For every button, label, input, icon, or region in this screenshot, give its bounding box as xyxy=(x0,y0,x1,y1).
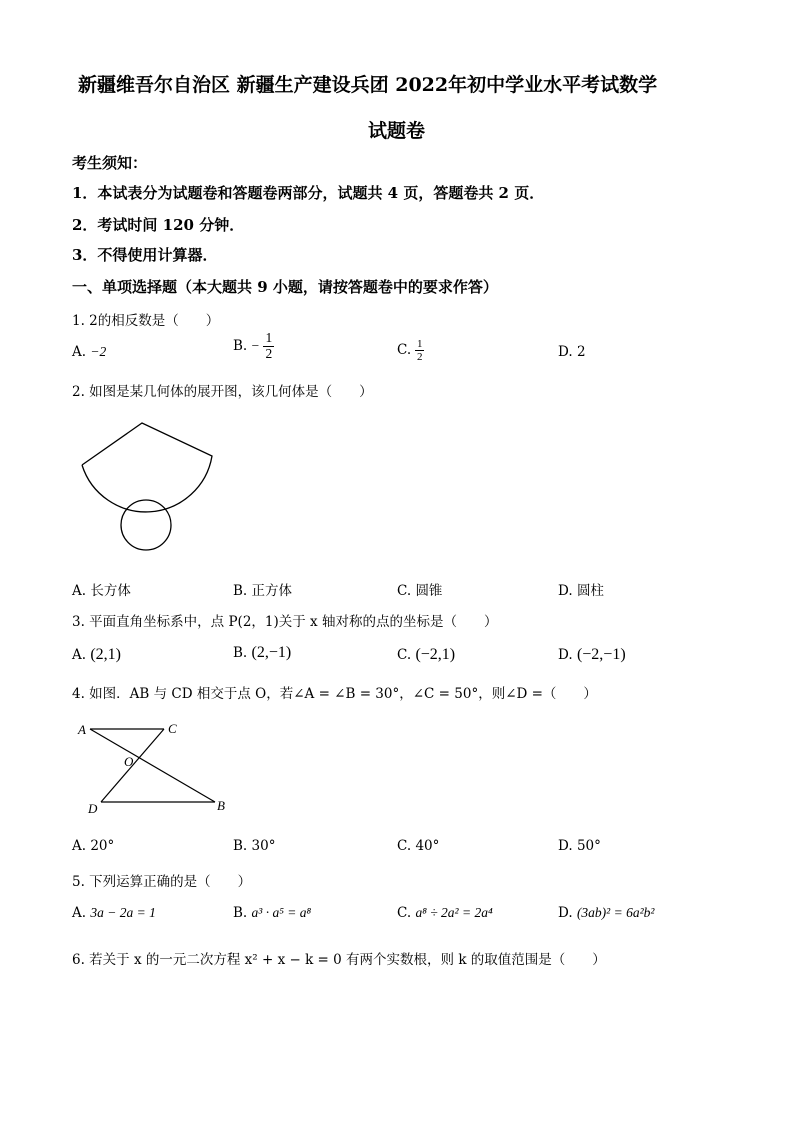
option-letter: D. xyxy=(558,905,573,921)
question-4-stem: 4. 如图．AB 与 CD 相交于点 O，若∠A = ∠B = 30°，∠C = 50°，则∠D =（ ） xyxy=(72,686,597,702)
option-text: (−2,−1) xyxy=(576,646,626,663)
q2-net-figure xyxy=(75,418,220,558)
option-text: a⁸ ÷ 2a² = 2a⁴ xyxy=(415,905,493,920)
option-text: (2,1) xyxy=(90,646,121,663)
numerator: 1 xyxy=(416,338,423,350)
option-letter: A. xyxy=(72,838,87,854)
option-letter: C. xyxy=(397,342,412,359)
q1-option-b xyxy=(233,331,274,362)
option-text: 长方体 xyxy=(90,583,131,599)
option-letter: B. xyxy=(233,645,248,661)
q4-option-a xyxy=(72,838,114,854)
fraction xyxy=(263,331,274,362)
option-letter: B. xyxy=(233,905,248,921)
option-letter: D. xyxy=(558,647,573,663)
option-text: (−2,1) xyxy=(415,646,456,663)
q3-option-d xyxy=(558,646,626,664)
q1-option-a xyxy=(72,344,106,360)
option-sign: − xyxy=(251,337,260,353)
label-d: D xyxy=(88,801,98,816)
option-text: 40° xyxy=(415,838,440,854)
page-title-line1: 新疆维吾尔自治区 新疆生产建设兵团 2022年初中学业水平考试数学 xyxy=(78,74,658,96)
notice-item-2: 2．考试时间 120 分钟． xyxy=(72,216,245,234)
option-text: −2 xyxy=(90,344,107,359)
option-text: 3a − 2a = 1 xyxy=(90,905,156,920)
question-6-stem: 6. 若关于 x 的一元二次方程 x² + x − k = 0 有两个实数根，则 k 的取值范围是（ ） xyxy=(72,952,606,968)
q5-option-a xyxy=(72,905,156,921)
option-letter: D. xyxy=(558,838,573,854)
fraction xyxy=(415,338,425,363)
q3-option-b xyxy=(233,644,291,662)
option-letter: B. xyxy=(233,583,248,599)
option-text: (2,−1) xyxy=(251,644,292,661)
option-text: a³ · a⁵ = a⁸ xyxy=(251,905,312,920)
notice-heading: 考生须知： xyxy=(72,154,148,172)
option-letter: A. xyxy=(72,647,87,663)
question-5-stem: 5. 下列运算正确的是（ ） xyxy=(72,874,252,890)
denominator: 2 xyxy=(416,351,423,364)
q4-intersecting-lines-figure xyxy=(72,715,242,820)
notice-item-1: 1．本试表分为试题卷和答题卷两部分，试题共 4 页，答题卷共 2 页． xyxy=(72,184,545,202)
q2-option-c xyxy=(397,579,442,599)
option-letter: C. xyxy=(397,838,412,854)
q2-option-a xyxy=(72,579,131,599)
denominator: 2 xyxy=(265,345,273,361)
question-1-stem: 1. 2的相反数是（ ） xyxy=(72,313,220,329)
q1-option-c xyxy=(397,338,424,363)
option-letter: D. xyxy=(558,344,573,360)
q4-option-c xyxy=(397,838,439,854)
option-letter: A. xyxy=(72,344,87,360)
option-letter: B. xyxy=(233,838,248,854)
notice-item-3: 3．不得使用计算器． xyxy=(72,246,218,264)
sector-shape xyxy=(82,423,212,512)
q5-option-d xyxy=(558,905,654,921)
base-circle xyxy=(121,500,171,550)
question-3-stem: 3. 平面直角坐标系中，点 P(2，1)关于 x 轴对称的点的坐标是（ ） xyxy=(72,614,498,630)
option-letter: B. xyxy=(233,337,248,354)
option-letter: A. xyxy=(72,583,87,599)
q2-option-b xyxy=(233,579,292,599)
q5-option-b xyxy=(233,905,311,921)
option-text: 圆锥 xyxy=(415,583,443,599)
q2-option-d xyxy=(558,579,604,599)
q3-option-a xyxy=(72,646,121,664)
page-title-line2: 试题卷 xyxy=(368,120,426,142)
q3-option-c xyxy=(397,646,455,664)
option-text: 2 xyxy=(576,344,586,360)
q5-option-c xyxy=(397,905,493,921)
numerator: 1 xyxy=(265,330,273,345)
option-letter: C. xyxy=(397,647,412,663)
option-text: 正方体 xyxy=(251,583,293,599)
option-letter: C. xyxy=(397,905,412,921)
label-o: O xyxy=(124,754,134,769)
label-c: C xyxy=(168,721,177,736)
section1-heading: 一、单项选择题（本大题共 9 小题，请按答题卷中的要求作答） xyxy=(72,278,498,296)
option-letter: A. xyxy=(72,905,87,921)
option-letter: C. xyxy=(397,583,412,599)
q1-option-d xyxy=(558,344,586,360)
option-text: (3ab)² = 6a²b² xyxy=(576,905,655,920)
segment-ab xyxy=(90,729,215,802)
label-a: A xyxy=(78,722,86,737)
option-text: 50° xyxy=(576,838,601,854)
question-2-stem: 2. 如图是某几何体的展开图，该几何体是（ ） xyxy=(72,384,373,400)
option-text: 30° xyxy=(251,838,276,854)
option-text: 20° xyxy=(90,838,115,854)
q4-option-d xyxy=(558,838,601,854)
option-letter: D. xyxy=(558,583,573,599)
option-text: 圆柱 xyxy=(576,583,604,599)
label-b: B xyxy=(217,798,225,813)
q4-option-b xyxy=(233,838,275,854)
